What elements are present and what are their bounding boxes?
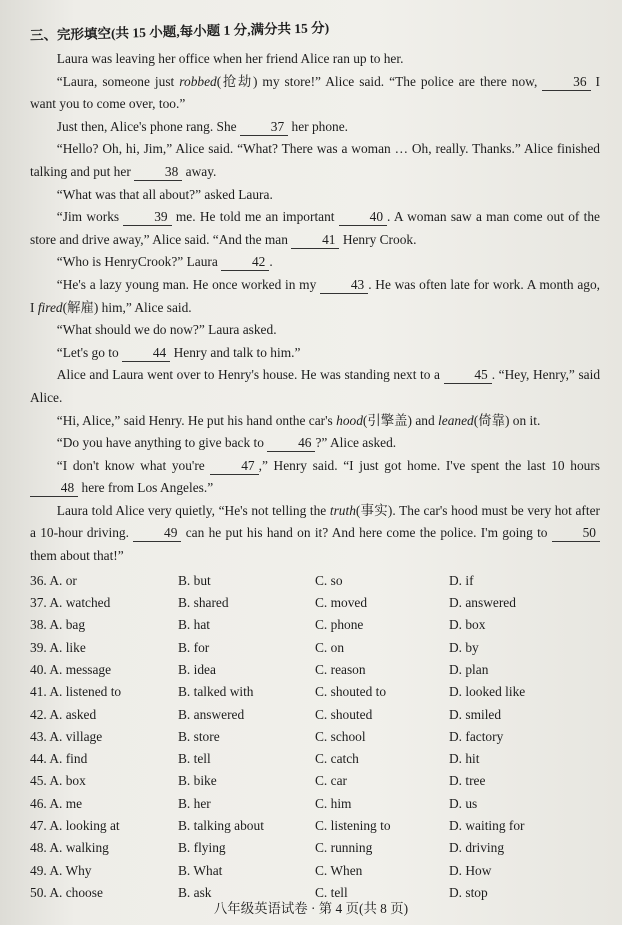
paragraph: “What should we do now?” Laura asked. bbox=[56, 322, 277, 338]
paragraph: “Let's go to 44 Henry and talk to him.” bbox=[56, 344, 301, 360]
option-row bbox=[30, 793, 600, 815]
option-b: B. talked with bbox=[178, 684, 254, 700]
option-b: B. talking about bbox=[178, 818, 264, 834]
option-d: D. driving bbox=[449, 840, 505, 856]
paragraph: “Jim works 39 me. He told me an important 40 . A woman saw a man come out of the store and drive away,” Alice said. “And the man 41 Henry Crook. bbox=[30, 209, 601, 247]
paragraph: Alice and Laura went over to Henry's house. He was standing next to a 45 . “Hey, Henry,” said Alice. bbox=[30, 367, 601, 405]
option-row bbox=[30, 770, 600, 792]
option-b: B. flying bbox=[178, 840, 226, 856]
option-d: D. hit bbox=[449, 751, 480, 767]
option-c: C. on bbox=[315, 639, 345, 655]
option-a: 42. A. asked bbox=[30, 706, 97, 722]
option-row bbox=[30, 703, 600, 725]
option-row bbox=[30, 637, 600, 659]
option-row bbox=[30, 659, 600, 681]
answer-options bbox=[30, 570, 600, 904]
blank-47: 47 bbox=[210, 458, 258, 475]
blank-45: 45 bbox=[444, 367, 492, 384]
option-row bbox=[30, 815, 600, 837]
option-b: B. ask bbox=[178, 884, 212, 900]
paragraph: “Who is HenryCrook?” Laura 42 . bbox=[56, 254, 273, 270]
blank-50: 50 bbox=[552, 525, 600, 542]
option-b: B. store bbox=[178, 728, 220, 744]
blank-42: 42 bbox=[221, 254, 269, 271]
option-c: C. him bbox=[315, 795, 352, 811]
option-b: B. for bbox=[178, 639, 210, 655]
option-d: D. box bbox=[449, 617, 486, 633]
option-d: D. How bbox=[449, 862, 492, 878]
paragraph: “I don't know what you're 47 ,” Henry said. “I just got home. I've spent the last 10 hours 48 here from Los Angeles.” bbox=[30, 455, 600, 500]
option-c: C. When bbox=[315, 862, 363, 878]
option-c: C. so bbox=[315, 572, 343, 588]
option-d: D. factory bbox=[449, 728, 504, 744]
option-a: 44. A. find bbox=[30, 751, 88, 767]
option-c: C. listening to bbox=[315, 818, 391, 834]
option-a: 46. A. me bbox=[30, 795, 83, 811]
option-c: C. moved bbox=[315, 595, 368, 611]
paragraph: “He's a lazy young man. He once worked in my 43 . He was often late for work. A month ago, I fired(解雇) him,” Alice said. bbox=[30, 276, 600, 315]
option-a: 37. A. watched bbox=[30, 595, 111, 611]
option-d: D. by bbox=[449, 639, 479, 655]
option-c: C. catch bbox=[315, 751, 359, 767]
paragraph: Laura was leaving her office when her friend Alice ran up to her. bbox=[56, 51, 404, 66]
option-b: B. but bbox=[178, 572, 211, 588]
option-d: D. waiting for bbox=[449, 818, 525, 834]
blank-48: 48 bbox=[30, 480, 78, 497]
option-d: D. plan bbox=[449, 661, 489, 677]
option-row bbox=[30, 681, 600, 703]
option-a: 41. A. listened to bbox=[30, 684, 122, 700]
blank-41: 41 bbox=[291, 232, 339, 249]
option-d: D. answered bbox=[449, 595, 516, 611]
option-b: B. shared bbox=[178, 595, 229, 611]
blank-44: 44 bbox=[122, 345, 170, 362]
option-b: B. answered bbox=[178, 706, 245, 722]
page-footer: 八年级英语试卷 · 第 4 页(共 8 页) bbox=[213, 901, 409, 916]
section-heading: 三、完形填空(共 15 小题,每小题 1 分,满分共 15 分) bbox=[29, 20, 330, 43]
option-row bbox=[30, 726, 600, 748]
paragraph: “Hi, Alice,” said Henry. He put his hand onthe car's hood(引擎盖) and leaned(倚靠) on it. bbox=[56, 412, 541, 428]
option-c: C. shouted to bbox=[315, 684, 387, 700]
option-c: C. car bbox=[315, 773, 347, 789]
cloze-passage bbox=[30, 48, 600, 568]
option-b: B. hat bbox=[178, 617, 210, 633]
option-a: 48. A. walking bbox=[30, 840, 109, 856]
option-b: B. tell bbox=[178, 751, 211, 767]
paragraph: “Hello? Oh, hi, Jim,” Alice said. “What? There was a woman … Oh, really. Thanks.” Alice finished talking and put her 38 away. bbox=[30, 141, 600, 179]
option-d: D. if bbox=[449, 572, 474, 588]
option-a: 36. A. or bbox=[30, 572, 77, 588]
option-a: 39. A. like bbox=[30, 639, 86, 655]
option-d: D. stop bbox=[449, 884, 488, 900]
blank-36: 36 bbox=[542, 74, 590, 91]
paragraph: Just then, Alice's phone rang. She 37 her phone. bbox=[56, 118, 349, 134]
option-b: B. idea bbox=[178, 661, 216, 677]
option-b: B. What bbox=[178, 862, 223, 878]
option-a: 40. A. message bbox=[30, 661, 112, 677]
option-row bbox=[30, 837, 600, 859]
blank-49: 49 bbox=[133, 525, 181, 542]
blank-39: 39 bbox=[123, 209, 171, 226]
paragraph: Laura told Alice very quietly, “He's not telling the truth(事实). The car's hood must be very hot after a 10-hour driving. 49 can he put his hand on it? And here come the police. I'm going to 50 them about that!” bbox=[30, 502, 600, 564]
paragraph: “Do you have anything to give back to 46 ?” Alice asked. bbox=[56, 435, 397, 451]
paragraph: “Laura, someone just robbed(抢劫) my store!” Alice said. “The police are there now, 36 I want you to come over, too.” bbox=[30, 73, 600, 112]
option-d: D. us bbox=[449, 795, 478, 811]
option-c: C. tell bbox=[315, 884, 348, 900]
blank-46: 46 bbox=[267, 435, 315, 452]
option-c: C. phone bbox=[315, 617, 364, 633]
blank-38: 38 bbox=[134, 164, 182, 181]
option-a: 45. A. box bbox=[30, 773, 86, 789]
option-c: C. running bbox=[315, 840, 373, 856]
option-a: 43. A. village bbox=[30, 728, 103, 744]
option-a: 50. A. choose bbox=[30, 884, 103, 900]
option-b: B. her bbox=[178, 795, 211, 811]
option-b: B. bike bbox=[178, 773, 217, 789]
option-d: D. tree bbox=[449, 773, 486, 789]
option-row bbox=[30, 748, 600, 770]
option-c: C. school bbox=[315, 728, 366, 744]
option-a: 49. A. Why bbox=[30, 862, 92, 878]
blank-40: 40 bbox=[339, 209, 387, 226]
option-a: 38. A. bag bbox=[30, 617, 86, 633]
option-row bbox=[30, 570, 600, 592]
option-d: D. smiled bbox=[449, 706, 502, 722]
option-a: 47. A. looking at bbox=[30, 818, 120, 834]
option-c: C. reason bbox=[315, 661, 366, 677]
option-row bbox=[30, 614, 600, 636]
option-row bbox=[30, 860, 600, 882]
option-d: D. looked like bbox=[449, 684, 526, 700]
blank-43: 43 bbox=[320, 277, 368, 294]
paragraph: “What was that all about?” asked Laura. bbox=[56, 186, 273, 202]
blank-37: 37 bbox=[240, 119, 288, 136]
option-c: C. shouted bbox=[315, 706, 373, 722]
option-row bbox=[30, 592, 600, 614]
